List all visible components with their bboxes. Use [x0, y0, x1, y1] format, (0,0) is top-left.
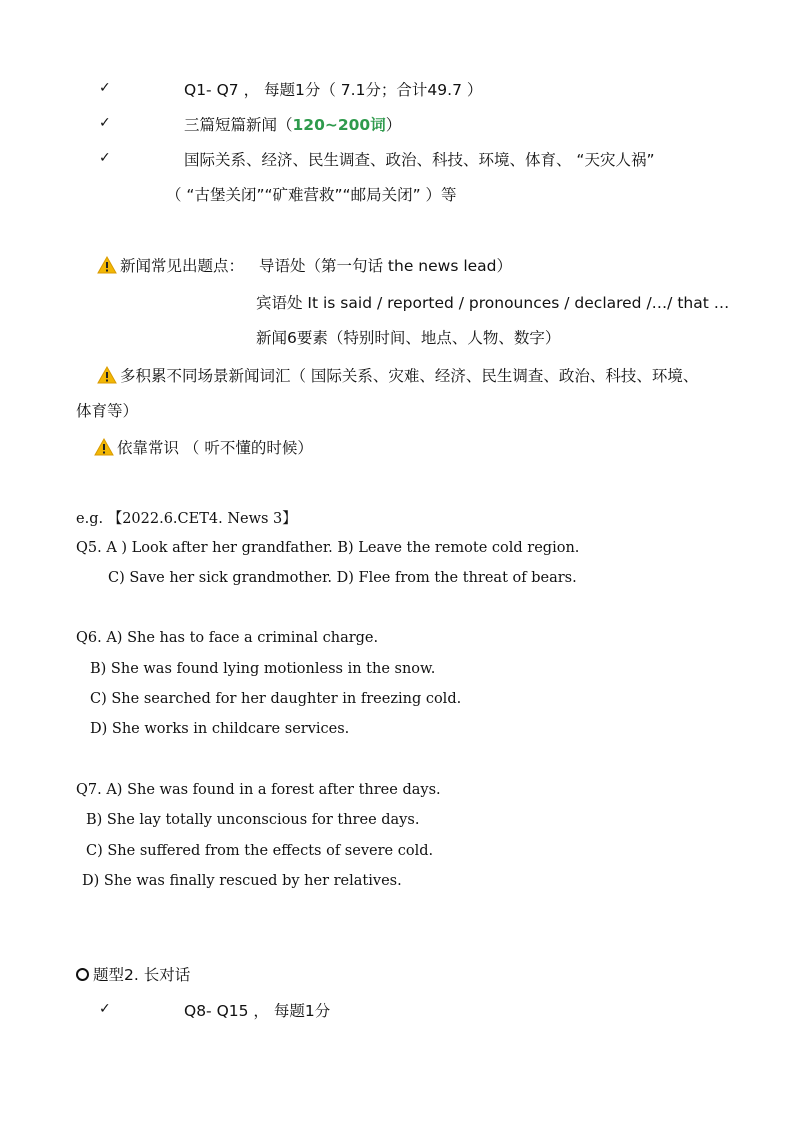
q6-line3: C) She searched for her daughter in freezing cold. [90, 691, 462, 707]
q6-line1: Q6. A) She has to face a criminal charge. [76, 630, 379, 646]
bullet-q1-q7: Q1- Q7 ， 每题1分（ 7.1分；合计49.7 ） [184, 81, 483, 99]
bullet-news-length [184, 113, 401, 135]
q7-line1: Q7. A) She was found in a forest after three days. [76, 782, 441, 798]
section2-title [76, 963, 190, 985]
check-icon: ✓ [99, 1001, 111, 1017]
warning-icon [97, 366, 117, 384]
q7-line4: D) She was finally rescued by her relatives. [82, 873, 402, 889]
focus-item-lead: 导语处（第一句话 the news lead） [259, 257, 513, 275]
q7-line3: C) She suffered from the effects of severe cold. [86, 843, 434, 859]
word-count-highlight: 120~200词 [292, 116, 386, 134]
bullet-q8-q15: Q8- Q15 ， 每题1分 [184, 1002, 331, 1020]
focus-item-object: 宾语处 It is said / reported / pronounces / declared /…/ that … [256, 294, 730, 312]
bullet-topics: 国际关系、经济、民生调查、政治、科技、环境、体育、 “天灾人祸” [184, 151, 655, 169]
tip-vocab [97, 364, 698, 386]
warning-icon [94, 438, 114, 456]
example-header: e.g. 【2022.6.CET4. News 3】 [76, 511, 297, 527]
check-icon: ✓ [99, 150, 111, 166]
q5-line1: Q5. A ) Look after her grandfather. B) Leave the remote cold region. [76, 540, 580, 556]
vocab-line1: 多积累不同场景新闻词汇（ 国际关系、灾难、经济、民生调查、政治、科技、环境、 [120, 367, 699, 385]
vocab-line2: 体育等） [76, 402, 139, 420]
q5-line2: C) Save her sick grandmother. D) Flee from the threat of bears. [108, 570, 577, 586]
common-sense-text: 依靠常识 （ 听不懂的时候） [117, 439, 313, 457]
news-length-prefix: 三篇短篇新闻（ [184, 116, 293, 134]
focus-label: 新闻常见出题点： [120, 257, 245, 275]
focus-item-elements: 新闻6要素（特别时间、地点、人物、数字） [256, 329, 561, 347]
news-length-suffix: ） [385, 116, 402, 134]
bullet-topics-examples: （ “古堡关闭”“矿难营救”“邮局关闭” ）等 [166, 186, 457, 204]
circle-bullet-icon [76, 968, 89, 981]
q6-line2: B) She was found lying motionless in the snow. [90, 661, 436, 677]
tip-common-sense [94, 436, 313, 458]
section2-title-text: 题型2. 长对话 [93, 966, 191, 984]
q6-line4: D) She works in childcare services. [90, 721, 350, 737]
tip-focus-points [97, 254, 244, 276]
check-icon: ✓ [99, 115, 111, 131]
warning-icon [97, 256, 117, 274]
q7-line2: B) She lay totally unconscious for three days. [86, 812, 420, 828]
check-icon: ✓ [99, 80, 111, 96]
